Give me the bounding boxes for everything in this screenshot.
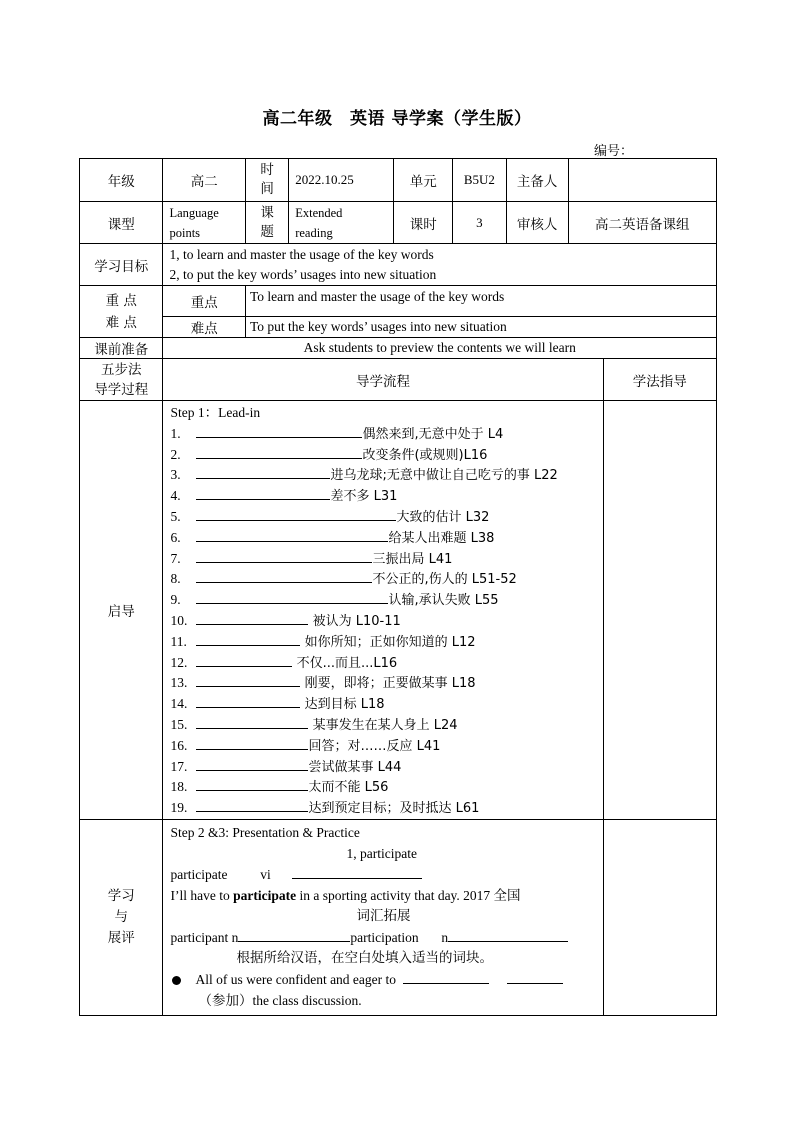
leadin-item-number: 16. [170,737,188,753]
reviewer-value: 高二英语备课组 [568,202,716,244]
goals-value [163,244,717,286]
leadin-item-number: 8. [170,571,181,587]
pos-word: participate [170,866,228,882]
word-heading: 1, participate [346,845,417,861]
leadin-answer-blank[interactable] [196,486,330,500]
leadin-content [163,401,603,820]
leadin-item-number: 12. [170,654,188,670]
leadin-item-meaning: 被认为 L10-11 [308,613,401,629]
time-label-bottom: 间 [260,181,274,197]
example-pre: I’ll have to [170,887,234,903]
period-label: 课时 [394,202,453,244]
unit-value: B5U2 [453,159,507,202]
bullet-blank-2[interactable] [507,970,563,984]
time-label [245,159,288,202]
leadin-item [170,549,602,570]
leadin-item [170,632,602,653]
preparer-value [568,159,716,202]
leadin-answer-blank[interactable] [196,611,308,625]
leadin-item-number: 11. [170,633,187,649]
leadin-item-number: 17. [170,758,188,774]
practice-label-line-2: 与 [114,908,128,925]
leadin-answer-blank[interactable] [196,445,362,459]
leadin-item-meaning: 刚要，即将；正要做某事 L18 [300,676,476,692]
leadin-item-number: 10. [170,612,188,628]
leadin-item-number: 19. [170,800,188,816]
derivation-2: participation [350,929,419,945]
leadin-item-meaning: 差不多 L31 [330,489,398,505]
leadin-item-number: 13. [170,675,188,691]
leadin-item-meaning: 如你所知；正如你知道的 L12 [300,634,476,650]
bullet-icon [172,976,181,985]
time-value: 2022.10.25 [289,159,394,202]
key-value: To learn and master the usage of the key words [245,286,716,317]
leadin-item [170,507,602,528]
reviewer-label: 审核人 [506,202,568,244]
derivation-line [170,927,602,948]
number-label: 编号： [594,144,634,159]
type-value-line-2: points [169,225,201,240]
leadin-item-meaning: 尝试做某事 L44 [308,759,402,775]
leadin-answer-blank[interactable] [196,653,292,667]
example-keyword: participate [233,887,297,903]
bullet-blank-1[interactable] [403,970,489,984]
flow-header: 导学流程 [163,359,603,401]
pos-line [170,864,602,885]
prep-value: Ask students to preview the contents we will learn [163,338,717,359]
leadin-item [170,715,602,736]
goal-2: 2, to put the key words’ usages into new situation [169,266,437,282]
leadin-item-meaning: 达到预定目标；及时抵达 L61 [308,801,480,817]
period-value: 3 [453,202,507,244]
leadin-item [170,445,602,466]
practice-step-title: Step 2 &3: Presentation & Practice [170,824,360,840]
preparer-label: 主备人 [506,159,568,202]
leadin-label: 启导 [80,401,163,820]
leadin-item-meaning: 回答；对……反应 L41 [308,738,441,754]
leadin-item [170,528,602,549]
process-label-line-1: 五步法 [100,361,142,378]
difficult-label-heading: 难 点 [105,314,137,331]
grade-label: 年级 [80,159,163,202]
practice-label-line-3: 展评 [107,929,135,946]
guide-header: 学法指导 [603,359,716,401]
prep-label: 课前准备 [80,338,163,359]
leadin-item-meaning: 进乌龙球;无意中做让自己吃亏的事 L22 [330,468,558,484]
leadin-item-number: 3. [170,467,181,483]
leadin-answer-blank[interactable] [196,507,396,521]
leadin-item [170,757,602,778]
leadin-item-meaning: 大致的估计 L32 [396,509,490,525]
topic-value-line-1: Extended [295,205,343,220]
leadin-item [170,465,602,486]
topic-value [289,202,394,244]
leadin-item [170,486,602,507]
practice-content [163,819,603,1015]
type-label: 课型 [80,202,163,244]
leadin-item [170,673,602,694]
instruction: 根据所给汉语，在空白处填入适当的词块。 [236,949,493,966]
derivation-3: n [441,929,449,945]
unit-label: 单元 [394,159,453,202]
leadin-item-meaning: 太而不能 L56 [308,780,389,796]
derivation-blank-2[interactable] [448,928,568,942]
derivation-blank-1[interactable] [238,928,350,942]
example-post: in a sporting activity that day. 2017 全国 [296,887,521,903]
leadin-item-meaning: 不仅...而且...L16 [292,655,398,671]
derivation-1: participant n [170,929,239,945]
leadin-item-number: 9. [170,592,181,608]
topic-value-line-2: reading [295,225,333,240]
grade-value: 高二 [163,159,245,202]
leadin-item-meaning: 给某人出难题 L38 [388,530,495,546]
bullet-text: All of us were confident and eager to [195,971,397,987]
practice-label [80,819,163,1015]
document-title: 高二年级 英语 导学案（学生版） [262,109,532,129]
process-label [80,359,163,401]
leadin-item [170,611,602,632]
leadin-item-number: 1. [170,425,181,441]
key-label-heading: 重 点 [105,292,137,309]
goal-1: 1, to learn and master the usage of the key words [169,246,434,262]
difficult-value: To put the key words’ usages into new situation [245,317,716,338]
leadin-item-number: 4. [170,488,181,504]
leadin-item-meaning: 认输,承认失败 L55 [388,593,499,609]
leadin-item-meaning: 某事发生在某人身上 L24 [308,717,458,733]
key-label: 重点 [163,286,245,317]
leadin-item [170,736,602,757]
leadin-answer-blank[interactable] [196,590,388,604]
bullet-line [170,969,602,990]
leadin-item [170,424,602,445]
leadin-answer-blank[interactable] [196,528,388,542]
leadin-step-title: Step 1：Lead-in [170,405,261,420]
leadin-answer-blank[interactable] [196,736,308,750]
time-label-top: 时 [260,162,274,178]
leadin-answer-blank[interactable] [196,632,300,646]
leadin-guide-cell [603,401,716,820]
topic-label [245,202,288,244]
leadin-item [170,569,602,590]
leadin-item-number: 14. [170,696,188,712]
practice-label-line-1: 学习 [107,887,135,904]
leadin-item [170,653,602,674]
leadin-answer-blank[interactable] [196,798,308,812]
pos-answer-blank[interactable] [292,865,422,879]
leadin-item [170,694,602,715]
type-value [163,202,245,244]
leadin-answer-blank[interactable] [196,777,308,791]
leadin-answer-blank[interactable] [196,465,330,479]
practice-guide-cell [603,819,716,1015]
leadin-list [170,424,602,819]
pos-tag: vi [260,866,271,882]
topic-label-bottom: 题 [260,223,274,240]
leadin-item-meaning: 三振出局 L41 [372,551,453,567]
leadin-item [170,590,602,611]
leadin-answer-blank[interactable] [196,715,308,729]
leadin-answer-blank[interactable] [196,694,300,708]
process-label-line-2: 导学过程 [94,381,149,398]
leadin-answer-blank[interactable] [196,569,372,583]
topic-label-top: 课 [260,204,274,221]
key-difficult-label [80,286,163,338]
bullet-continuation: （参加）the class discussion. [198,992,362,1008]
lesson-plan-table [79,158,717,1016]
vocab-heading: 词汇拓展 [356,907,411,924]
goals-label: 学习目标 [80,244,163,286]
leadin-answer-blank[interactable] [196,757,308,771]
leadin-item [170,777,602,798]
type-value-line-1: Language [169,205,219,220]
example-sentence [170,885,602,906]
leadin-item-number: 7. [170,550,181,566]
leadin-item-meaning: 不公正的,伤人的 L51-52 [372,572,517,588]
difficult-label: 难点 [163,317,245,338]
leadin-answer-blank[interactable] [196,673,300,687]
leadin-item-number: 5. [170,508,181,524]
leadin-item-number: 2. [170,446,181,462]
leadin-item-meaning: 达到目标 L18 [300,697,385,713]
leadin-item-number: 15. [170,716,188,732]
leadin-item-number: 18. [170,779,188,795]
leadin-item-meaning: 改变条件(或规则)L16 [362,447,488,463]
leadin-item-number: 6. [170,529,181,545]
leadin-item-meaning: 偶然来到,无意中处于 L4 [362,426,504,442]
leadin-answer-blank[interactable] [196,424,362,438]
leadin-answer-blank[interactable] [196,549,372,563]
leadin-item [170,798,602,819]
